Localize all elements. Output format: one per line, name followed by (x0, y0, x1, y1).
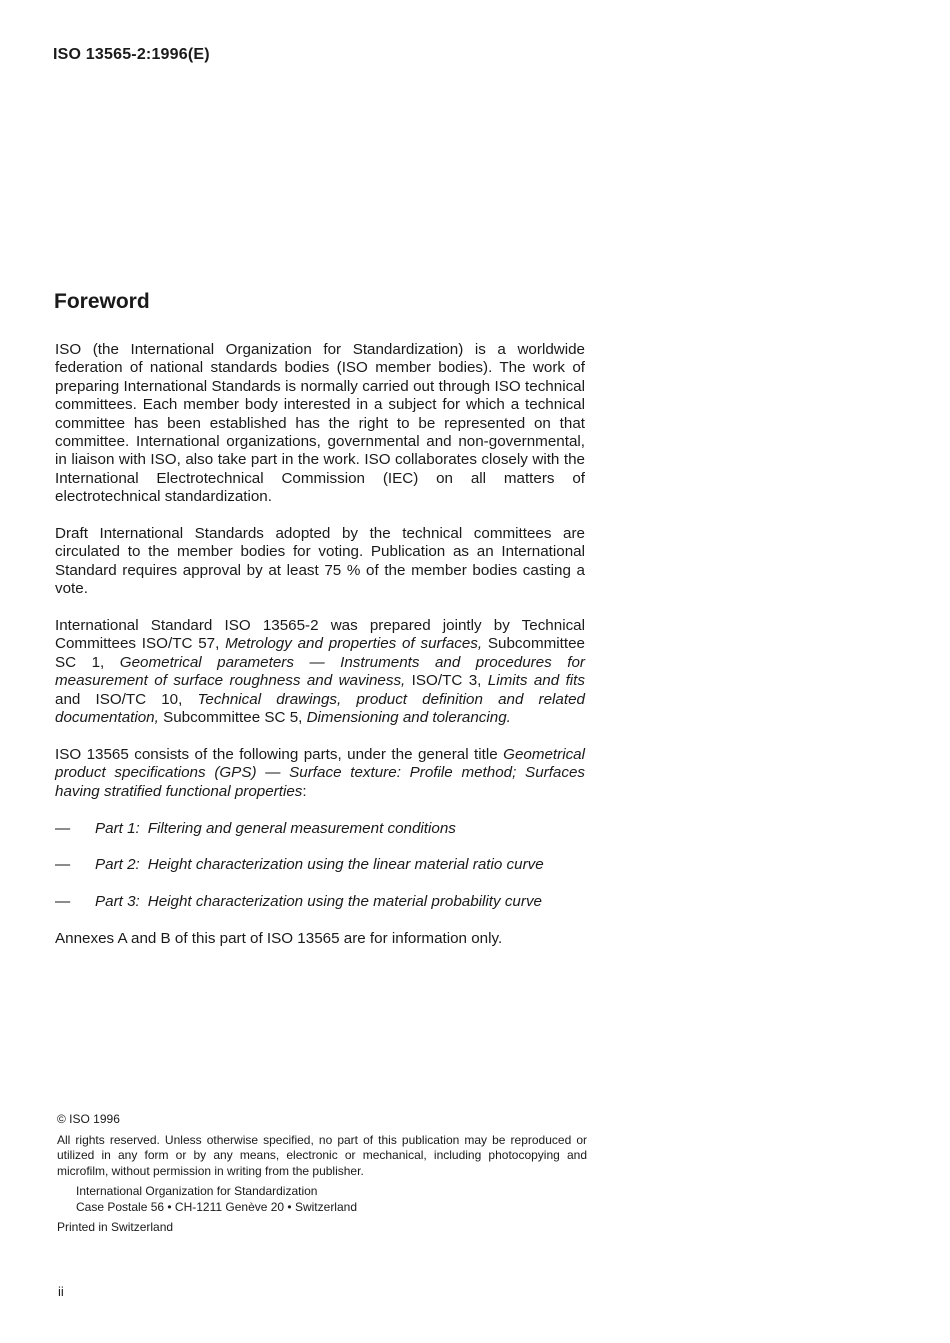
committee-title: Dimensioning and tolerancing. (306, 709, 511, 727)
org-name: International Organization for Standardization (76, 1184, 318, 1198)
parts-list (55, 820, 585, 912)
committee-title: Technical drawings, product definition and related documentation, (55, 690, 585, 727)
dash: — (55, 819, 71, 837)
paragraph-draft-standards: Draft International Standards adopted by the technical committees are circulated to the member bodies for voting. Publication as an International Standard requires approval by at least 75 % of the member bodies casting a vote. (55, 525, 585, 598)
copyright-block (57, 1112, 587, 1236)
list-item (55, 820, 585, 838)
text-span: : (302, 782, 307, 800)
text-span: International Standard ISO 13565-2 was prepared jointly by Technical Committees ISO/TC 57, (55, 617, 585, 653)
part-title: Filtering and general measurement conditions (147, 819, 456, 837)
printed-in: Printed in Switzerland (57, 1220, 174, 1234)
part-label: Part 1: (95, 819, 140, 837)
text-span: ISO/TC 3, (405, 672, 488, 690)
committee-title: Metrology and properties of surfaces, (225, 635, 483, 653)
committee-title: Limits and fits (487, 672, 585, 690)
org-address: Case Postale 56 • CH-1211 Genève 20 • Switzerland (76, 1199, 357, 1214)
part-label: Part 2: (95, 856, 140, 874)
publisher-address (57, 1184, 587, 1215)
paragraph-annexes: Annexes A and B of this part of ISO 13565 are for information only. (55, 929, 503, 947)
text-span: Subcommittee SC 5, (158, 709, 307, 727)
text-span: Subcommittee SC 1, (55, 635, 585, 671)
document-id: ISO 13565-2:1996(E) (53, 46, 210, 63)
general-title: Geometrical product specifications (GPS) — Surface texture: Profile method; Surfaces having stratified functional properties (55, 745, 585, 800)
foreword-body (55, 341, 585, 948)
part-title: Height characterization using the material probability curve (147, 893, 542, 911)
part-label: Part 3: (95, 893, 140, 911)
rights-statement: All rights reserved. Unless otherwise specified, no part of this publication may be reproduced or utilized in any form or by any means, electronic or mechanical, including photocopying and microfilm, without permission in writing from the publisher. (57, 1132, 587, 1178)
paragraph-iso-description: ISO (the International Organization for Standardization) is a worldwide federation of national standards bodies (ISO member bodies). The work of preparing International Standards is normally carried out through ISO technical committees. Each member body interested in a subject for which a technical committee has been established has the right to be represented on that committee. International organizations, governmental and non-governmental, in liaison with ISO, also take part in the work. ISO collaborates closely with the International Electrotechnical Commission (IEC) on all matters of electrotechnical standardization. (55, 341, 585, 506)
dash: — (55, 893, 71, 911)
paragraph-parts-intro (55, 746, 585, 801)
list-item (55, 856, 585, 874)
text-span: ISO 13565 consists of the following parts, under the general title (55, 745, 504, 763)
text-span: and ISO/TC 10, (55, 690, 198, 708)
paragraph-preparation (55, 617, 585, 727)
page-number: ii (58, 1284, 64, 1299)
dash: — (55, 856, 71, 874)
part-title: Height characterization using the linear material ratio curve (147, 856, 544, 874)
list-item (55, 893, 585, 911)
committee-title: Geometrical parameters — Instruments and procedures for measurement of surface roughness and waviness, (55, 653, 585, 690)
page-title: Foreword (54, 290, 150, 313)
copyright-line: © ISO 1996 (57, 1112, 120, 1126)
